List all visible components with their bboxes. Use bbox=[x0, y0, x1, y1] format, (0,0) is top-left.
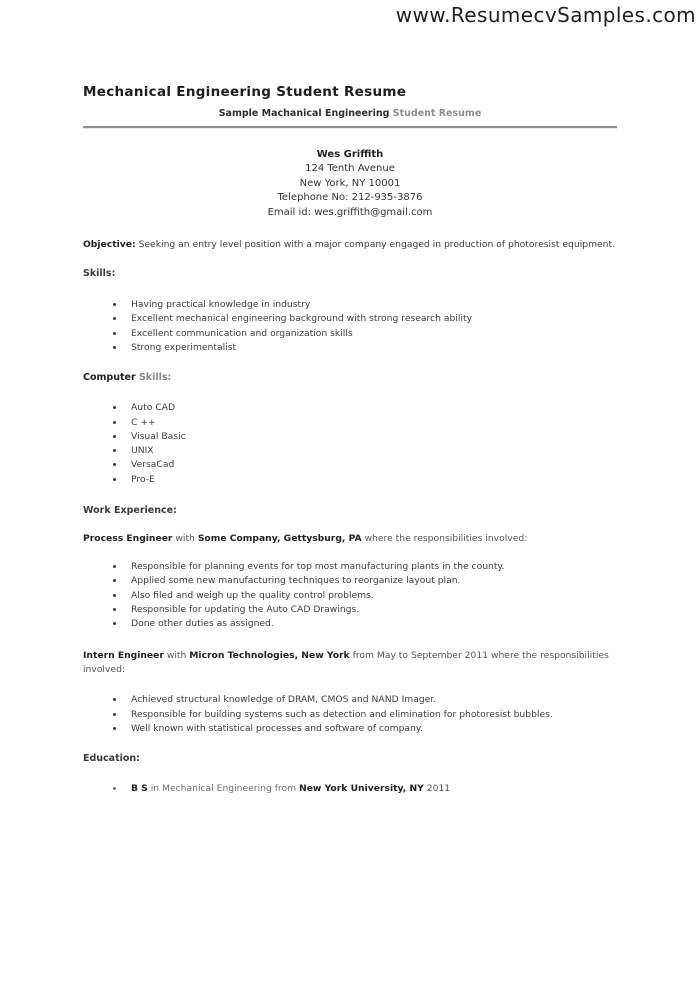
contact-name: Wes Griffith bbox=[316, 149, 384, 160]
page-title: Mechanical Engineering Student Resume bbox=[83, 84, 407, 100]
computer-skills-heading-bold: Computer bbox=[83, 372, 136, 384]
education-year: 2011 bbox=[423, 783, 451, 795]
list-item: • Done other duties as assigned. bbox=[125, 617, 617, 631]
computer-skills-heading-light: Skills: bbox=[135, 372, 172, 384]
list-item: • VersaCad bbox=[125, 458, 617, 472]
education-list bbox=[83, 782, 617, 796]
subtitle-light-text: Student Resume bbox=[389, 108, 482, 119]
list-item: • Excellent mechanical engineering background with strong research ability bbox=[125, 312, 617, 326]
skills-heading: Skills: bbox=[83, 268, 116, 280]
job-connector: with bbox=[163, 650, 190, 662]
job-responsibilities-list bbox=[83, 693, 617, 736]
list-item: • Well known with statistical processes and software of company. bbox=[125, 722, 617, 736]
job-intro bbox=[83, 532, 617, 546]
list-item: • UNIX bbox=[125, 444, 617, 458]
job-intro bbox=[83, 649, 617, 677]
computer-skills-heading bbox=[83, 371, 617, 385]
job-title: Process Engineer bbox=[83, 533, 173, 544]
list-item: • C ++ bbox=[125, 416, 617, 430]
objective-line bbox=[83, 238, 617, 252]
job-intro-rest: from May to September 2011 where the responsibilities involved: bbox=[83, 650, 609, 676]
page-subtitle bbox=[83, 108, 617, 120]
work-experience-heading: Work Experience: bbox=[83, 505, 177, 516]
objective-label: Objective: bbox=[83, 239, 136, 251]
education-school: New York University, NY bbox=[299, 783, 424, 795]
list-item: • Also filed and weigh up the quality control problems. bbox=[125, 589, 617, 603]
objective-text: Seeking an entry level position with a major company engaged in production of photoresist equipment. bbox=[135, 239, 616, 251]
education-heading: Education: bbox=[83, 753, 140, 765]
list-item: • Responsible for planning events for top most manufacturing plants in the county. bbox=[125, 560, 617, 574]
site-header-url: www.ResumecvSamples.com bbox=[395, 3, 696, 27]
list-item: • Applied some new manufacturing techniques to reorganize layout plan. bbox=[125, 574, 617, 588]
job-company: Some Company, Gettysburg, PA bbox=[197, 533, 362, 544]
list-item: • Excellent communication and organization skills bbox=[125, 327, 617, 341]
skills-list bbox=[83, 298, 617, 355]
education-degree: B S bbox=[131, 783, 148, 795]
computer-skills-list bbox=[83, 401, 617, 487]
list-item: • Visual Basic bbox=[125, 430, 617, 444]
resume-document bbox=[83, 0, 617, 797]
job-connector: with bbox=[172, 533, 198, 544]
contact-block bbox=[83, 148, 617, 220]
list-item: • Responsible for building systems such as detection and elimination for photoresist bubbles. bbox=[125, 708, 617, 722]
contact-email: Email id: wes.griffith@gmail.com bbox=[267, 206, 433, 218]
list-item: • Auto CAD bbox=[125, 401, 617, 415]
job-intro-rest: where the responsibilities involved: bbox=[361, 533, 528, 544]
education-entry bbox=[125, 782, 617, 796]
list-item: • Responsible for updating the Auto CAD Drawings. bbox=[125, 603, 617, 617]
job-title: Intern Engineer bbox=[83, 650, 164, 662]
education-middle-text: in Mechanical Engineering from bbox=[147, 783, 300, 795]
contact-address-line1: 124 Tenth Avenue bbox=[305, 163, 395, 175]
list-item: • Achieved structural knowledge of DRAM, CMOS and NAND Imager. bbox=[125, 693, 617, 707]
list-item: • Strong experimentalist bbox=[125, 341, 617, 355]
list-item: • Pro-E bbox=[125, 473, 617, 487]
job-responsibilities-list bbox=[83, 560, 617, 631]
contact-phone: Telephone No: 212-935-3876 bbox=[277, 192, 423, 204]
job-company: Micron Technologies, New York bbox=[189, 650, 350, 662]
contact-address-line2: New York, NY 10001 bbox=[299, 177, 401, 189]
divider-rule bbox=[83, 126, 617, 129]
subtitle-bold-text: Sample Machanical Engineering bbox=[218, 108, 390, 119]
list-item: • Having practical knowledge in industry bbox=[125, 298, 617, 312]
